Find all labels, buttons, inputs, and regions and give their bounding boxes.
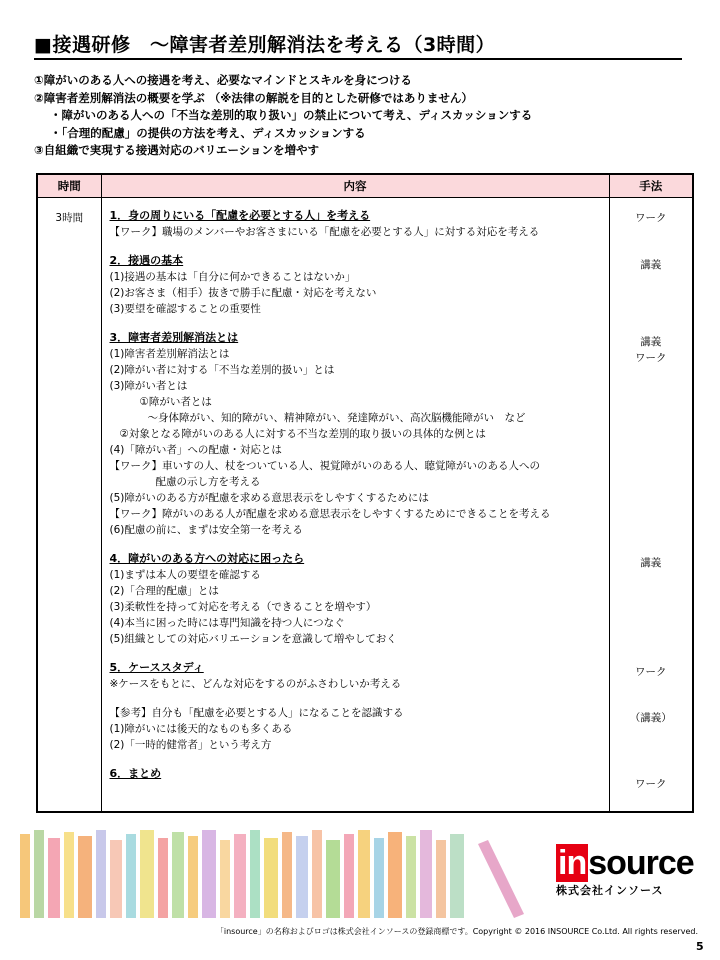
section-line: (3)要望を確認することの重要性 (109, 303, 261, 315)
objectives-list (34, 72, 532, 160)
stripe (220, 840, 230, 918)
section-2 (110, 253, 601, 317)
stripe (250, 830, 260, 918)
objective-2-sub-2: ・「合理的配慮」の提供の方法を考え、ディスカッションする (50, 125, 366, 140)
section-reference (110, 705, 601, 753)
logo-source-mark: source (588, 844, 694, 882)
section-heading: 3．障害者差別解消法とは (109, 331, 239, 344)
section-heading: 6．まとめ (109, 767, 162, 780)
table-row (37, 198, 693, 813)
page-title: ■接遇研修 ～障害者差別解消法を考える（3時間） (34, 34, 496, 56)
section-line: 【参考】自分も「配慮を必要とする人」になることを認識する (109, 707, 404, 719)
section-line: (2)「一時的健常者」という考え方 (109, 739, 272, 751)
stripe (312, 830, 322, 918)
stripe (282, 832, 292, 918)
section-line: (1)障害者差別解消法とは (109, 348, 230, 360)
stripe (326, 840, 340, 918)
section-line: (5)組織としての対応バリエーションを意識して増やしておく (109, 633, 397, 645)
section-line: 【ワーク】職場のメンバーやお客さまにいる「配慮を必要とする人」に対する対応を考える (109, 226, 540, 238)
section-line: (5)障がいのある方が配慮を求める意思表示をしやすくするためには (109, 492, 429, 504)
section-heading: 5．ケーススタディ (109, 661, 204, 674)
section-1 (110, 208, 601, 240)
time-cell: 3時間 (37, 198, 101, 813)
stripe (264, 838, 278, 918)
stripe (436, 840, 446, 918)
decorative-stripes (20, 830, 540, 920)
stripe (158, 838, 168, 918)
section-line: (2)お客さま（相手）抜きで勝手に配慮・対応を考えない (109, 287, 377, 299)
method-section-6: ワーク (635, 778, 667, 790)
section-4 (110, 551, 601, 647)
stripe (172, 832, 184, 918)
section-line: (4)本当に困った時には専門知識を持つ人につなぐ (109, 617, 345, 629)
stripe (344, 834, 354, 918)
section-line: (2)障がい者に対する「不当な差別的扱い」とは (109, 364, 335, 376)
stripe (388, 832, 402, 918)
header-method: 手法 (609, 174, 693, 198)
section-line: (4)「障がい者」への配慮・対応とは (109, 444, 282, 456)
copyright-footer: 「insource」の名称およびロゴは株式会社インソースの登録商標です。Copyright © 2016 INSOURCE Co.Ltd. All rights reserved. (215, 927, 698, 936)
stripe (48, 838, 60, 918)
method-cell (609, 198, 693, 813)
method-reference: （講義） (629, 712, 672, 724)
stripe (234, 834, 246, 918)
stripe (450, 834, 464, 918)
section-line: ①障がい者とは (139, 396, 212, 408)
stripe (64, 832, 74, 918)
schedule-table (36, 173, 694, 813)
section-line: (1)障がいには後天的なものも多くある (109, 723, 293, 735)
stripe (34, 830, 44, 918)
method-section-2: 講義 (640, 259, 662, 271)
header-time: 時間 (37, 174, 101, 198)
stripe (358, 830, 370, 918)
stripe (140, 830, 154, 918)
section-heading: 4．障がいのある方への対応に困ったら (109, 552, 305, 565)
stripe (478, 840, 524, 918)
section-line: ～身体障がい、知的障がい、精神障がい、発達障がい、高次脳機能障がい など (147, 412, 526, 424)
section-heading: 2．接遇の基本 (109, 254, 184, 267)
method-section-5: ワーク (635, 666, 667, 678)
section-6 (110, 766, 601, 782)
stripe (420, 830, 432, 918)
section-heading: 1．身の周りにいる「配慮を必要とする人」を考える (109, 209, 371, 222)
section-line: (3)柔軟性を持って対応を考える（できることを増やす） (109, 601, 377, 613)
section-line: (2)「合理的配慮」とは (109, 585, 219, 597)
method-section-3a: 講義 (640, 336, 662, 348)
company-logo (556, 844, 694, 898)
section-5 (110, 660, 601, 692)
content-cell (101, 198, 609, 813)
stripe (126, 834, 136, 918)
objective-2-sub-1: ・障がいのある人への「不当な差別的取り扱い」の禁止について考え、ディスカッションする (50, 108, 533, 122)
section-line: ※ケースをもとに、どんな対応をするのがふさわしいか考える (109, 678, 402, 690)
stripe (296, 836, 308, 918)
section-3 (110, 330, 601, 538)
header-content: 内容 (101, 174, 609, 198)
page-number: 5 (696, 940, 704, 953)
section-line: (1)まずは本人の要望を確認する (109, 569, 261, 581)
logo-in-mark: in (558, 844, 587, 882)
method-section-1: ワーク (635, 212, 667, 224)
section-line: (6)配慮の前に、まずは安全第一を考える (109, 524, 303, 536)
stripe (374, 838, 384, 918)
stripe (20, 834, 30, 918)
logo-wordmark (556, 844, 694, 882)
objective-1: ①障がいのある人への接遇を考え、必要なマインドとスキルを身につける (34, 73, 412, 87)
section-line: (1)接遇の基本は「自分に何かできることはないか」 (109, 271, 356, 283)
stripe (406, 836, 416, 918)
section-line: (3)障がい者とは (109, 380, 188, 392)
section-line: 【ワーク】車いすの人、杖をついている人、視覚障がいのある人、聴覚障がいのある人への (109, 460, 540, 472)
stripe (188, 836, 198, 918)
table-header-row (37, 174, 693, 198)
objective-3: ③自組織で実現する接遇対応のバリエーションを増やす (34, 143, 320, 157)
section-line: ②対象となる障がいのある人に対する不当な差別的取り扱いの具体的な例とは (119, 428, 486, 440)
stripe (202, 830, 216, 918)
method-section-4: 講義 (640, 557, 662, 569)
section-line: 【ワーク】障がいのある人が配慮を求める意思表示をしやすくするためにできることを考える (109, 508, 551, 520)
title-underline (34, 58, 682, 60)
stripe (96, 830, 106, 918)
logo-company-name: 株式会社インソース (556, 884, 664, 897)
method-section-3b: ワーク (635, 352, 667, 364)
stripe (78, 836, 92, 918)
stripe (110, 840, 122, 918)
section-line: 配慮の示し方を考える (155, 476, 261, 488)
objective-2: ②障害者差別解消法の概要を学ぶ （※法律の解説を目的とした研修ではありません） (34, 90, 473, 105)
